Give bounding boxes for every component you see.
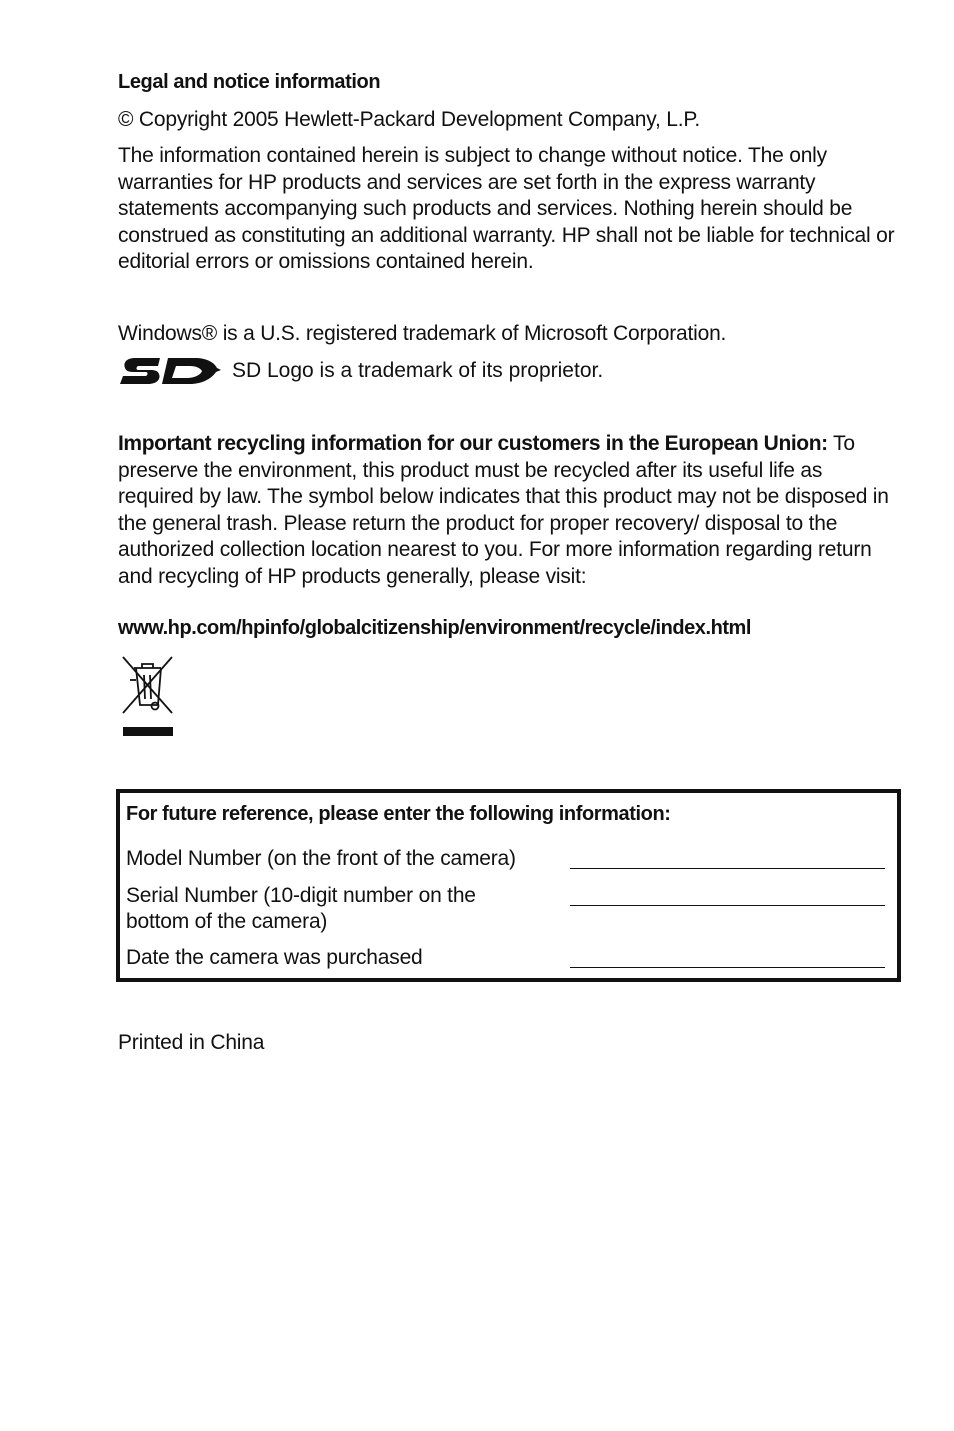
crossed-out-wheelie-bin-icon: [120, 655, 174, 737]
recycling-paragraph: [118, 431, 898, 590]
sd-logo-icon: [120, 356, 222, 386]
copyright-notice: © Copyright 2005 Hewlett-Packard Development Company, L.P.: [118, 108, 701, 131]
sd-trademark-row: [118, 352, 818, 392]
recycling-body: To preserve the environment, this product must be recycled after its useful life as required by law. The symbol below indicates that this product may not be disposed in the general trash. Please return the product for proper recovery/ disposal to the authorized collection location nearest to you. For more information regarding return and recycling of HP products generally, please visit:: [118, 432, 889, 588]
windows-trademark: Windows® is a U.S. registered trademark of Microsoft Corporation.: [118, 322, 727, 345]
model-number-field[interactable]: [570, 868, 885, 869]
model-number-label: Model Number (on the front of the camera): [126, 847, 516, 870]
reference-form-box: [116, 789, 901, 982]
disclaimer-paragraph: The information contained herein is subject to change without notice. The only warranties for HP products and services are set forth in the express warranty statements accompanying such products and services. Nothing herein should be construed as constituting an additional warranty. HP shall not be liable for technical or editorial errors or omissions contained herein.: [118, 144, 895, 273]
printed-in-note: Printed in China: [118, 1031, 265, 1054]
recycling-lead: Important recycling information for our customers in the European Union:: [118, 432, 828, 455]
sd-trademark-text: SD Logo is a trademark of its proprietor.: [232, 359, 604, 382]
serial-number-label: Serial Number (10-digit number on the bottom of the camera): [126, 884, 476, 933]
purchase-date-label: Date the camera was purchased: [126, 946, 423, 969]
purchase-date-field[interactable]: [570, 967, 885, 968]
legal-heading: Legal and notice information: [118, 71, 381, 93]
reference-form-title: For future reference, please enter the following information:: [126, 803, 671, 825]
recycling-url-link[interactable]: www.hp.com/hpinfo/globalcitizenship/environment/recycle/index.html: [118, 617, 751, 639]
serial-number-field[interactable]: [570, 905, 885, 906]
